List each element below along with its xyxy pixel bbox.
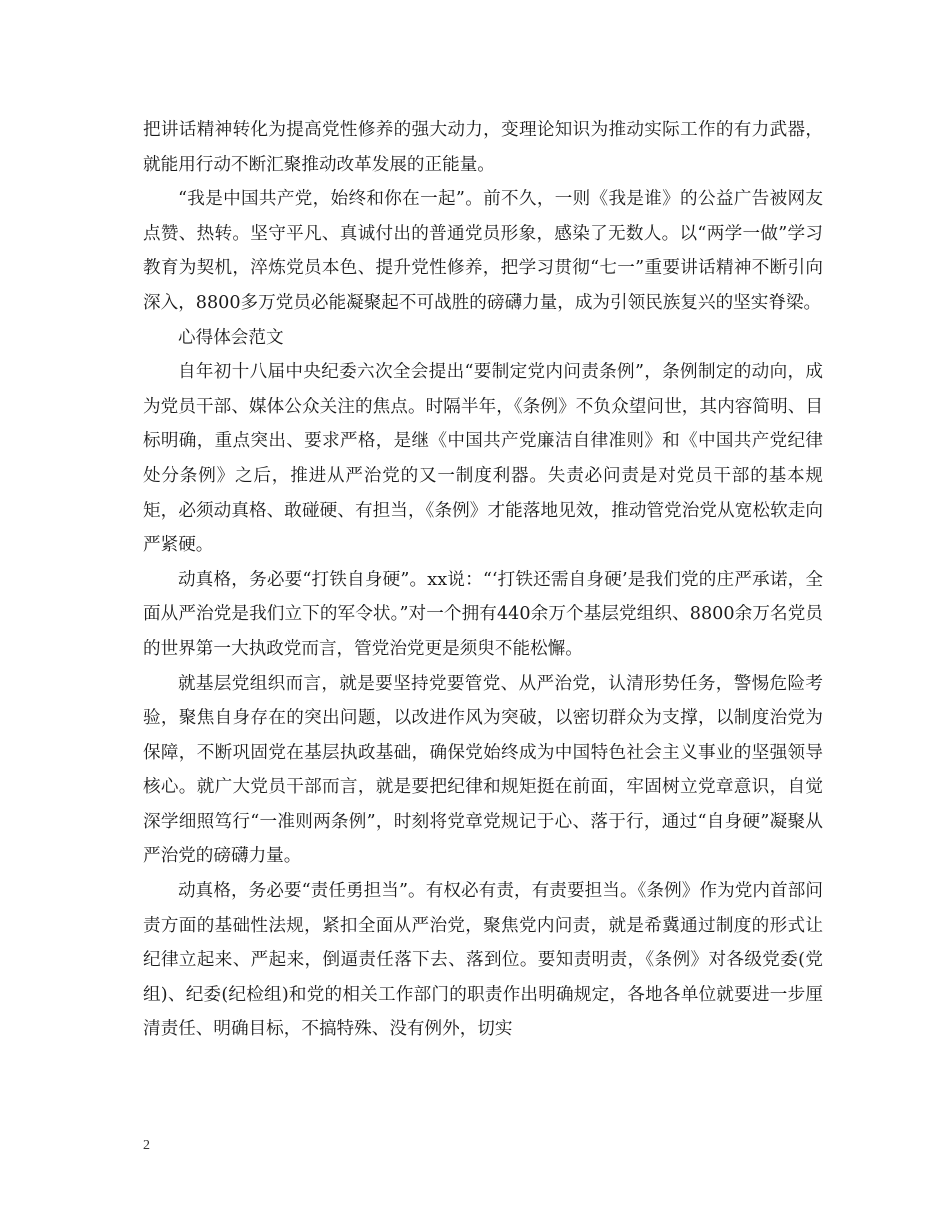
paragraph-3: 自年初十八届中央纪委六次全会提出“要制定党内问责条例”，条例制定的动向，成为党员干部、媒体公众关注的焦点。时隔半年，《条例》不负众望问世，其内容简明、目标明确，重点突出、要求严格，是继《中国共产党廉洁自律准则》和《中国共产党纪律处分条例》之后，推进从严治党的又一制度利器。失责必问责是对党员干部的基本规矩，必须动真格、敢碰硬、有担当，《条例》才能落地见效，推动管党治党从宽松软走向严紧硬。 xyxy=(143,362,823,556)
page-number: 2 xyxy=(143,1138,150,1153)
paragraph-4: 动真格，务必要“打铁自身硬”。xx说：“‘打铁还需自身硬’是我们党的庄严承诺，全面从严治党是我们立下的军令状。”对一个拥有440余万个基层党组织、8800余万名党员的世界第一大执政党而言，管党治党更是须臾不能松懈。 xyxy=(143,569,823,659)
paragraph-1: 把讲话精神转化为提高党性修养的强大动力，变理论知识为推动实际工作的有力武器，就能用行动不断汇聚推动改革发展的正能量。 xyxy=(143,120,823,175)
document-body xyxy=(143,113,823,1047)
paragraph-2: “我是中国共产党，始终和你在一起”。前不久，一则《我是谁》的公益广告被网友点赞、热转。坚守平凡、真诚付出的普通党员形象，感染了无数人。以“两学一做”学习教育为契机，淬炼党员本色、提升党性修养，把学习贯彻“七一”重要讲话精神不断引向深入，8800多万党员必能凝聚起不可战胜的磅礴力量，成为引领民族复兴的坚实脊梁。 xyxy=(143,189,823,313)
paragraph-5: 就基层党组织而言，就是要坚持党要管党、从严治党，认清形势任务，警惕危险考验，聚焦自身存在的突出问题，以改进作风为突破，以密切群众为支撑，以制度治党为保障，不断巩固党在基层执政基础，确保党始终成为中国特色社会主义事业的坚强领导核心。就广大党员干部而言，就是要把纪律和规矩挺在前面，牢固树立党章意识，自觉深学细照笃行“一准则两条例”，时刻将党章党规记于心、落于行，通过“自身硬”凝聚从严治党的磅礴力量。 xyxy=(143,673,823,867)
paragraph-6: 动真格，务必要“责任勇担当”。有权必有责，有责要担当。《条例》作为党内首部问责方面的基础性法规，紧扣全面从严治党，聚焦党内问责，就是希冀通过制度的形式让纪律立起来、严起来，倒逼责任落下去、落到位。要知责明责，《条例》对各级党委(党组)、纪委(纪检组)和党的相关工作部门的职责作出明确规定，各地各单位就要进一步厘清责任、明确目标，不搞特殊、没有例外，切实 xyxy=(143,881,823,1040)
section-heading: 心得体会范文 xyxy=(178,327,284,348)
